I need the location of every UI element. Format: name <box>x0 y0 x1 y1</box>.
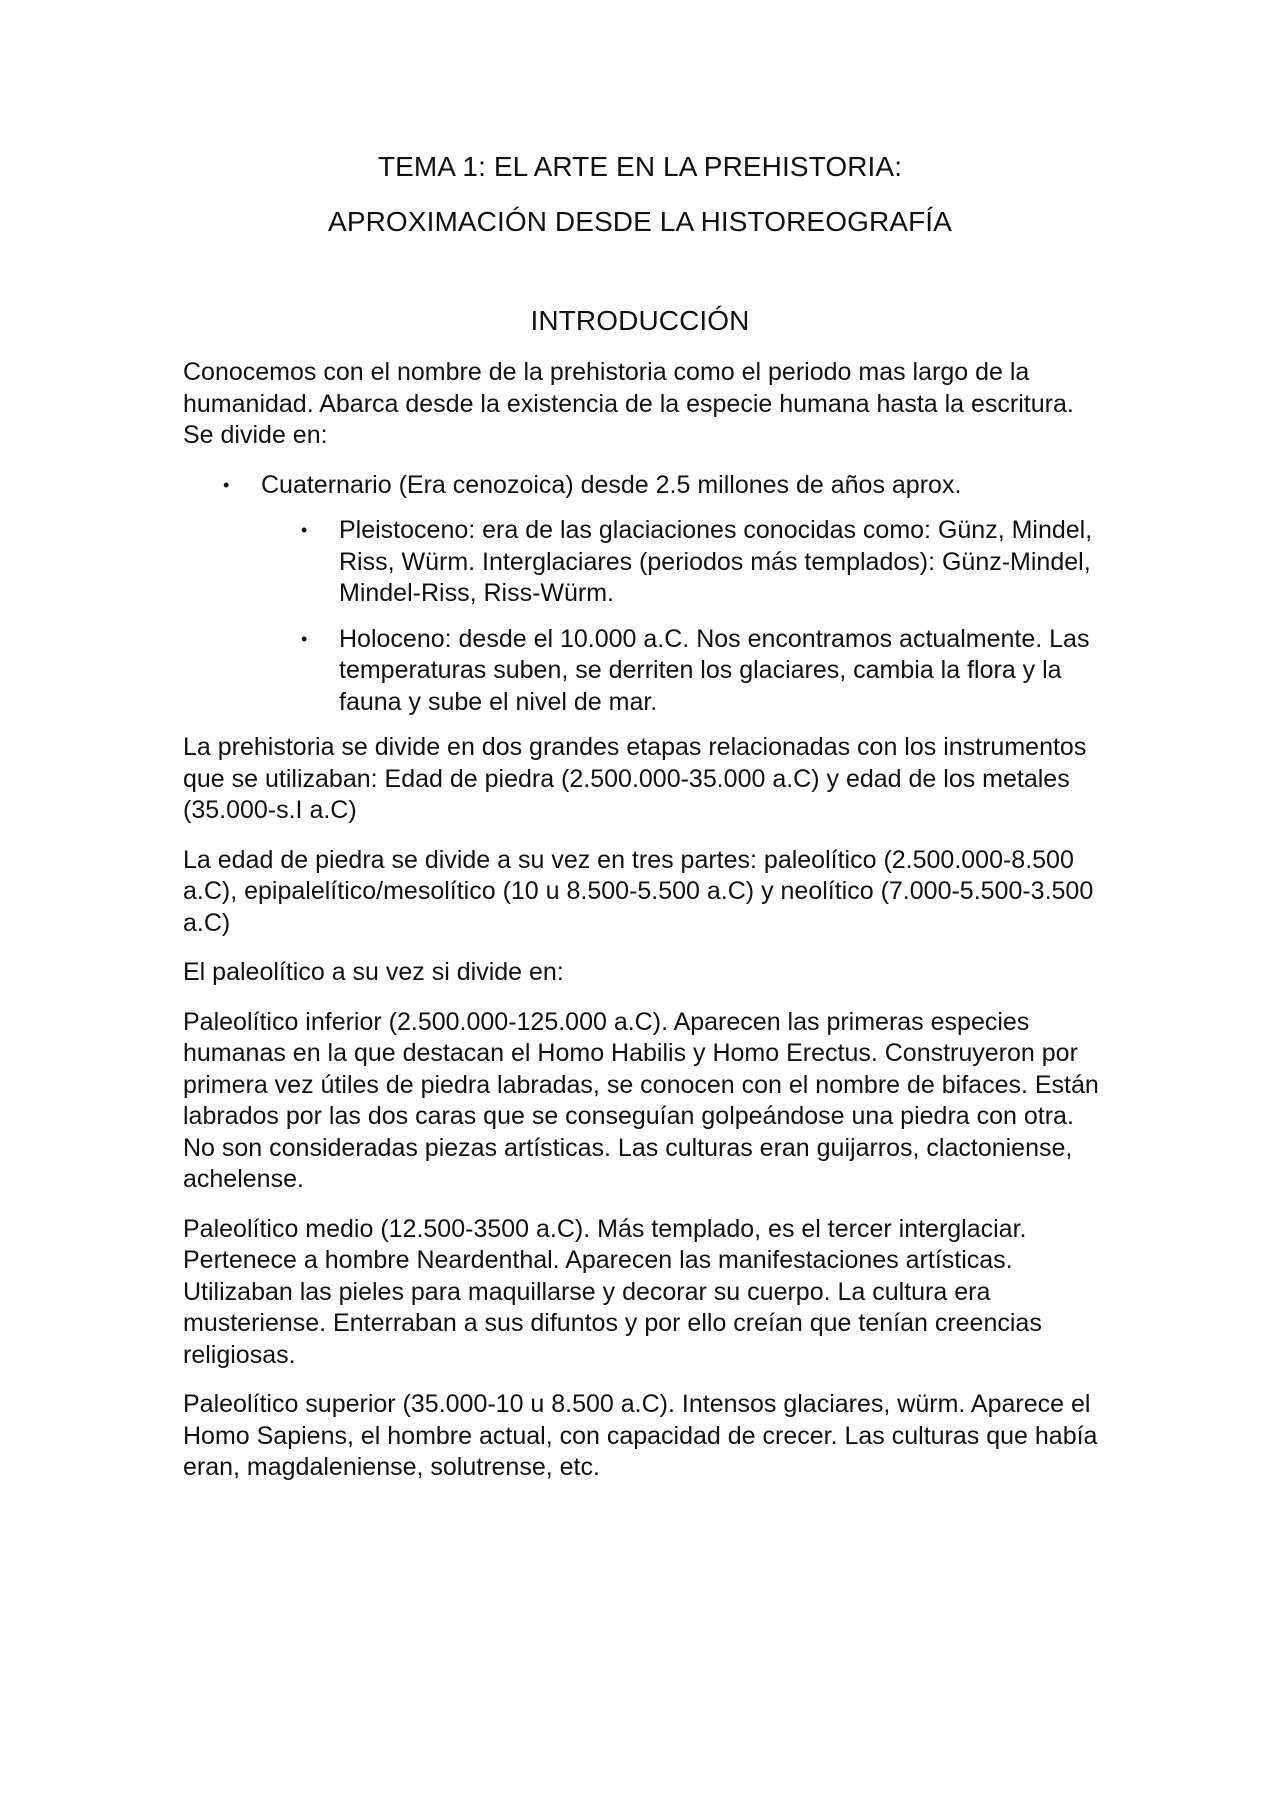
list-item <box>301 624 1099 719</box>
bullet-icon: • <box>301 520 308 540</box>
paragraph: La edad de piedra se divide a su vez en tres partes: paleolítico (2.500.000-8.500 a.C), epipalelítico/mesolítico (10 u 8.500-5.500 a.C) y neolítico (7.000-5.500-3.500 a.C) <box>183 845 1094 937</box>
document-title-line-1: TEMA 1: EL ARTE EN LA PREHISTORIA: <box>377 151 903 182</box>
section-heading: INTRODUCCIÓN <box>530 305 750 336</box>
list-item-text: Cuaternario (Era cenozoica) desde 2.5 millones de años aprox. <box>261 470 962 499</box>
bullet-list-level-1 <box>183 470 1103 502</box>
list-item-text: Pleistoceno: era de las glaciaciones conocidas como: Günz, Mindel, Riss, Würm. Interglaciares (periodos más templados): Günz-Mindel, Mindel-Riss, Riss-Würm. <box>339 516 1093 607</box>
paragraph: Paleolítico inferior (2.500.000-125.000 a.C). Aparecen las primeras especies humanas en la que destacan el Homo Habilis y Homo Erectus. Construyeron por primera vez útiles de piedra labradas, se conocen con el nombre de bifaces. Están labrados por las dos caras que se conseguían golpeándose una piedra con otra. No son consideradas piezas artísticas. Las culturas eran guijarros, clactoniense, achelense. <box>183 1007 1099 1193</box>
paragraph: Paleolítico medio (12.500-3500 a.C). Más templado, es el tercer interglaciar. Pertenece a hombre Neardenthal. Aparecen las manifestaciones artísticas. Utilizaban las pieles para maquillarse y decorar su cuerpo. La cultura era musteriense. Enterraban a sus difuntos y por ello creían que tenían creencias religiosas. <box>183 1214 1042 1369</box>
list-item <box>223 470 1103 502</box>
list-item <box>301 515 1099 610</box>
paragraph: La prehistoria se divide en dos grandes etapas relacionadas con los instrumentos que se utilizaban: Edad de piedra (2.500.000-35.000 a.C) y edad de los metales (35.000-s.I a.C) <box>183 733 1087 824</box>
paragraph: Paleolítico superior (35.000-10 u 8.500 a.C). Intensos glaciares, würm. Aparece el Homo Sapiens, el hombre actual, con capacidad de crecer. Las culturas que había eran, magdaleniense, solutrense, etc. <box>183 1390 1098 1481</box>
bullet-icon: • <box>301 628 308 649</box>
paragraph: El paleolítico a su vez si divide en: <box>183 958 564 986</box>
document-title-line-2: APROXIMACIÓN DESDE LA HISTOREOGRAFÍA <box>328 206 952 237</box>
paragraph: Conocemos con el nombre de la prehistoria como el periodo mas largo de la humanidad. Abarca desde la existencia de la especie humana hasta la escritura. Se divide en: <box>183 358 1074 449</box>
list-item-text: Holoceno: desde el 10.000 a.C. Nos encontramos actualmente. Las temperaturas suben, se derriten los glaciares, cambia la flora y la fauna y sube el nivel de mar. <box>339 624 1090 716</box>
bullet-list-level-2 <box>183 515 1103 718</box>
document-body <box>183 357 1103 1502</box>
bullet-icon: • <box>223 474 230 495</box>
